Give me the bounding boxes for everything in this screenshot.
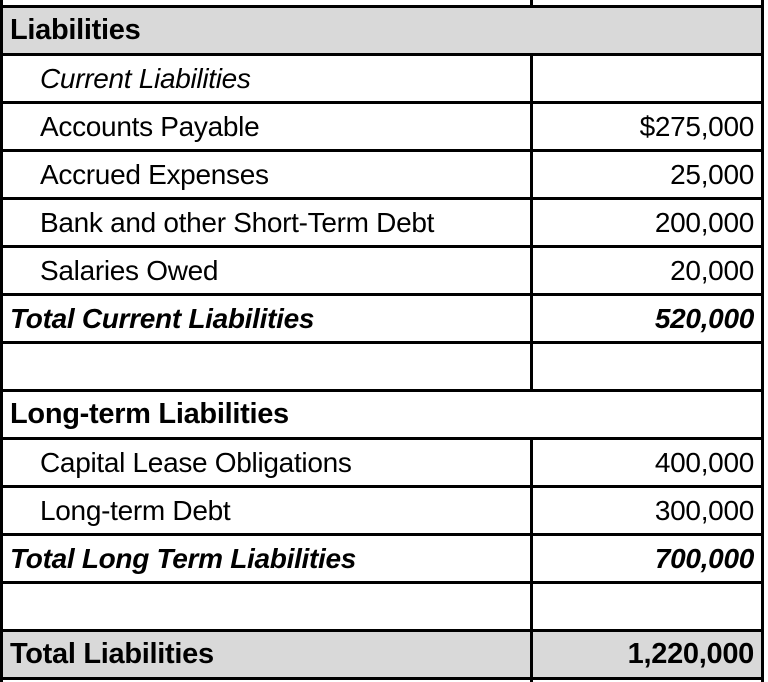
blank-label-cell: [2, 343, 532, 391]
row-value: 25,000: [532, 151, 763, 199]
blank-value-cell: [532, 343, 763, 391]
row-label: Total Current Liabilities: [2, 295, 532, 343]
row-label: Salaries Owed: [2, 247, 532, 295]
row-value: 700,000: [532, 535, 763, 583]
row-label: Total Liabilities: [2, 631, 532, 679]
row-label: Accrued Expenses: [2, 151, 532, 199]
row-label: Bank and other Short-Term Debt: [2, 199, 532, 247]
blank-value-cell: [532, 583, 763, 631]
row-label: Accounts Payable: [2, 103, 532, 151]
partial-bottom-value-cell: [532, 679, 763, 682]
row-value: 300,000: [532, 487, 763, 535]
row-label: Capital Lease Obligations: [2, 439, 532, 487]
row-label: Total Long Term Liabilities: [2, 535, 532, 583]
row-salaries-owed: [2, 247, 763, 295]
partial-bottom-label-cell: [2, 679, 532, 682]
row-value: 520,000: [532, 295, 763, 343]
row-bank-short-term-debt: [2, 199, 763, 247]
section-title-liabilities: Liabilities: [2, 7, 763, 55]
row-value: 200,000: [532, 199, 763, 247]
section-row-liabilities: [2, 7, 763, 55]
row-long-term-debt: [2, 487, 763, 535]
row-label: Long-term Debt: [2, 487, 532, 535]
section-row-long-term-liabilities: [2, 391, 763, 439]
row-total-current-liabilities: [2, 295, 763, 343]
row-blank-2: [2, 583, 763, 631]
row-capital-lease-obligations: [2, 439, 763, 487]
blank-label-cell: [2, 583, 532, 631]
section-title-long-term-liabilities: Long-term Liabilities: [2, 391, 763, 439]
row-current-liabilities: [2, 55, 763, 103]
row-value: 400,000: [532, 439, 763, 487]
row-value: [532, 55, 763, 103]
row-blank-1: [2, 343, 763, 391]
table-row-partial-bottom: [2, 679, 763, 682]
row-accounts-payable: [2, 103, 763, 151]
row-total-liabilities: [2, 631, 763, 679]
row-accrued-expenses: [2, 151, 763, 199]
row-value: $275,000: [532, 103, 763, 151]
row-value: 1,220,000: [532, 631, 763, 679]
row-label: Current Liabilities: [2, 55, 532, 103]
row-total-long-term-liabilities: [2, 535, 763, 583]
row-value: 20,000: [532, 247, 763, 295]
